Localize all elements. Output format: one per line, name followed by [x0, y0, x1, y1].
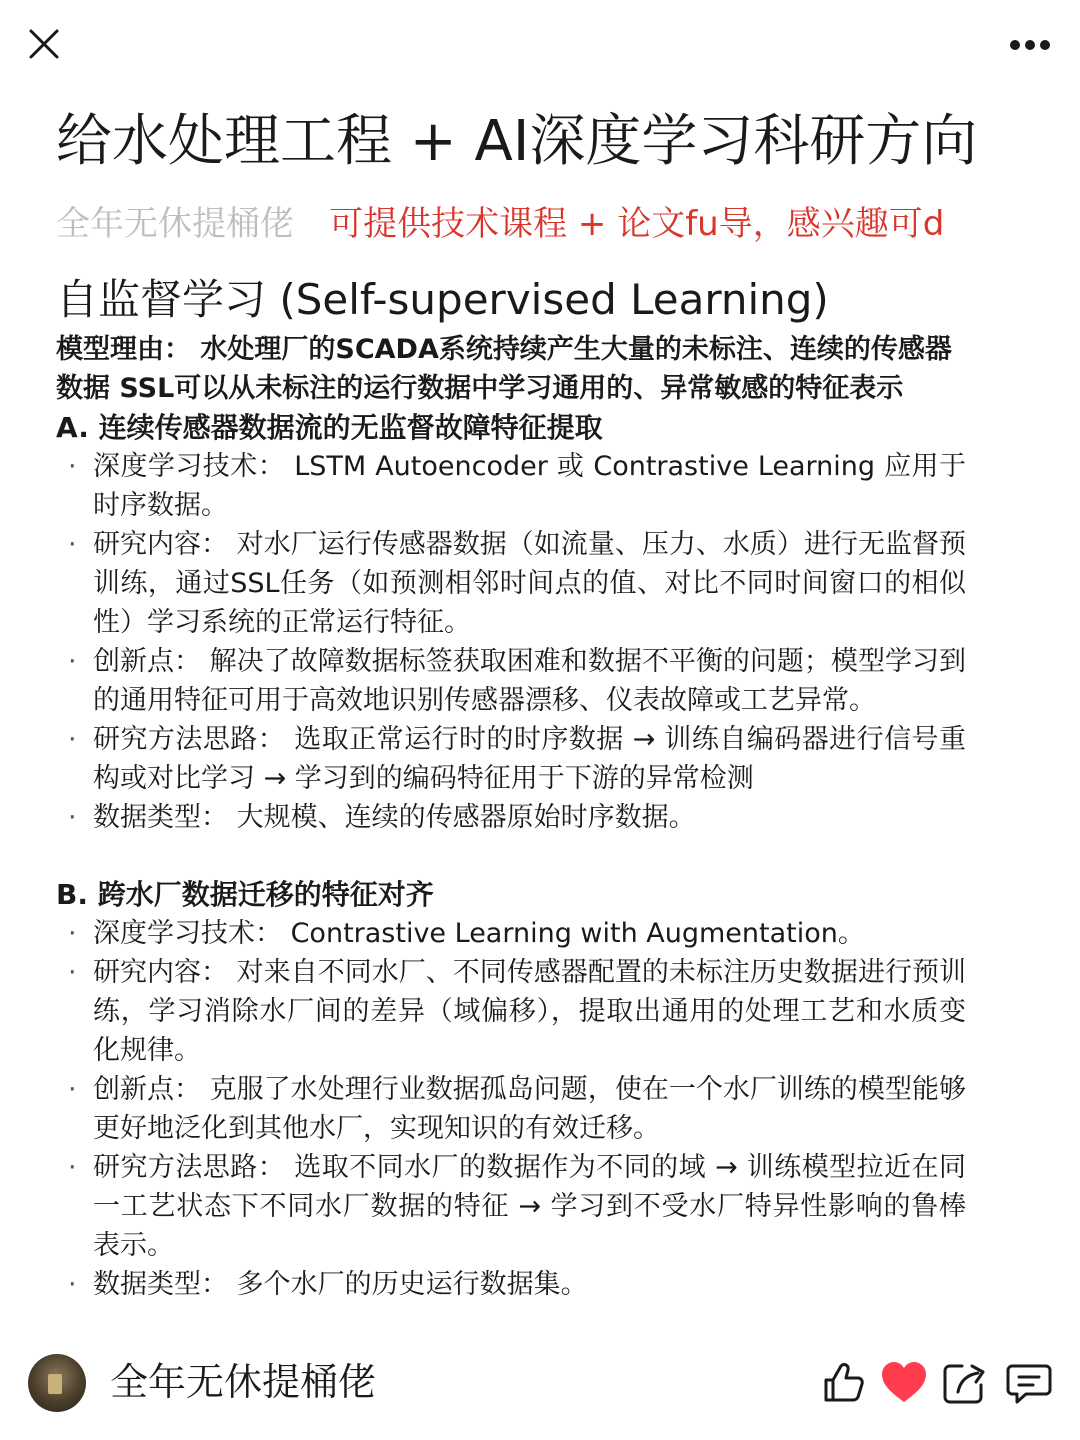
- list-item-text: 创新点： 克服了水处理行业数据孤岛问题，使在一个水厂训练的模型能够更好地泛化到其他水厂，实现知识的有效迁移。: [93, 1074, 966, 1144]
- section-title: 自监督学习 (Self-supervised Learning): [56, 275, 829, 324]
- list-item: [56, 720, 966, 798]
- list-item: [56, 914, 966, 953]
- avatar[interactable]: [28, 1354, 86, 1412]
- list-item: [56, 1070, 966, 1148]
- bullet-glyph: ·: [68, 529, 77, 560]
- list-item-text: 数据类型： 大规模、连续的传感器原始时序数据。: [93, 802, 696, 833]
- list-item-text: 研究内容： 对来自不同水厂、不同传感器配置的未标注历史数据进行预训练，学习消除水厂间的差异（域偏移），提取出通用的处理工艺和水质变化规律。: [93, 957, 966, 1066]
- list-item: [56, 953, 966, 1070]
- list-item-text: 深度学习技术： LSTM Autoencoder 或 Contrastive Learning 应用于时序数据。: [93, 451, 966, 521]
- list-item: [56, 642, 966, 720]
- list-item-text: 研究方法思路： 选取正常运行时的时序数据 → 训练自编码器进行信号重构或对比学习 → 学习到的编码特征用于下游的异常检测: [93, 724, 966, 794]
- subsection-a-list: [56, 447, 966, 837]
- post-meta: [56, 196, 1036, 244]
- post-title: 给水处理工程 + AI深度学习科研方向: [56, 109, 978, 174]
- bullet-glyph: ·: [68, 451, 77, 482]
- list-item-text: 研究方法思路： 选取不同水厂的数据作为不同的域 → 训练模型拉近在同一工艺状态下不同水厂数据的特征 → 学习到不受水厂特异性影响的鲁棒表示。: [93, 1152, 966, 1261]
- model-reason: 模型理由： 水处理厂的SCADA系统持续产生大量的未标注、连续的传感器数据 SSL可以从未标注的运行数据中学习通用的、异常敏感的特征表示: [56, 334, 952, 404]
- avatar-window-shape: [48, 1374, 62, 1394]
- like-icon[interactable]: [820, 1358, 870, 1408]
- bullet-glyph: ·: [68, 802, 77, 833]
- bullet-glyph: ·: [68, 1269, 77, 1300]
- bullet-glyph: ·: [68, 1074, 77, 1105]
- list-item: [56, 1265, 966, 1304]
- bullet-glyph: ·: [68, 918, 77, 949]
- subsection-a-title: A. 连续传感器数据流的无监督故障特征提取: [56, 411, 603, 444]
- list-item-text: 创新点： 解决了故障数据标签获取困难和数据不平衡的问题；模型学习到的通用特征可用于高效地识别传感器漂移、仪表故障或工艺异常。: [93, 646, 966, 716]
- close-icon[interactable]: [24, 24, 64, 64]
- list-item-text: 研究内容： 对水厂运行传感器数据（如流量、压力、水质）进行无监督预训练，通过SSL任务（如预测相邻时间点的值、对比不同时间窗口的相似性）学习系统的正常运行特征。: [93, 529, 966, 638]
- list-item: [56, 798, 966, 837]
- list-item: [56, 525, 966, 642]
- subsection-b-title: B. 跨水厂数据迁移的特征对齐: [56, 878, 434, 911]
- promo-text: 可提供技术课程 + 论文fu导，感兴趣可d: [329, 204, 945, 244]
- author-name[interactable]: 全年无休提桶佬: [110, 1360, 377, 1404]
- post-author[interactable]: 全年无休提桶佬: [56, 204, 294, 244]
- bullet-glyph: ·: [68, 1152, 77, 1183]
- bottom-bar: [0, 1340, 1080, 1440]
- list-item: [56, 1148, 966, 1265]
- comment-icon[interactable]: [1004, 1358, 1054, 1408]
- list-item-text: 数据类型： 多个水厂的历史运行数据集。: [93, 1269, 588, 1300]
- list-item-text: 深度学习技术： Contrastive Learning with Augmentation。: [93, 918, 865, 949]
- top-bar: [0, 0, 1080, 90]
- bullet-glyph: ·: [68, 646, 77, 677]
- share-icon[interactable]: [940, 1358, 990, 1408]
- subsection-b-list: [56, 914, 966, 1304]
- list-item: [56, 447, 966, 525]
- bullet-glyph: ·: [68, 724, 77, 755]
- more-icon[interactable]: [1008, 30, 1052, 60]
- bullet-glyph: ·: [68, 957, 77, 988]
- heart-icon[interactable]: [879, 1358, 929, 1408]
